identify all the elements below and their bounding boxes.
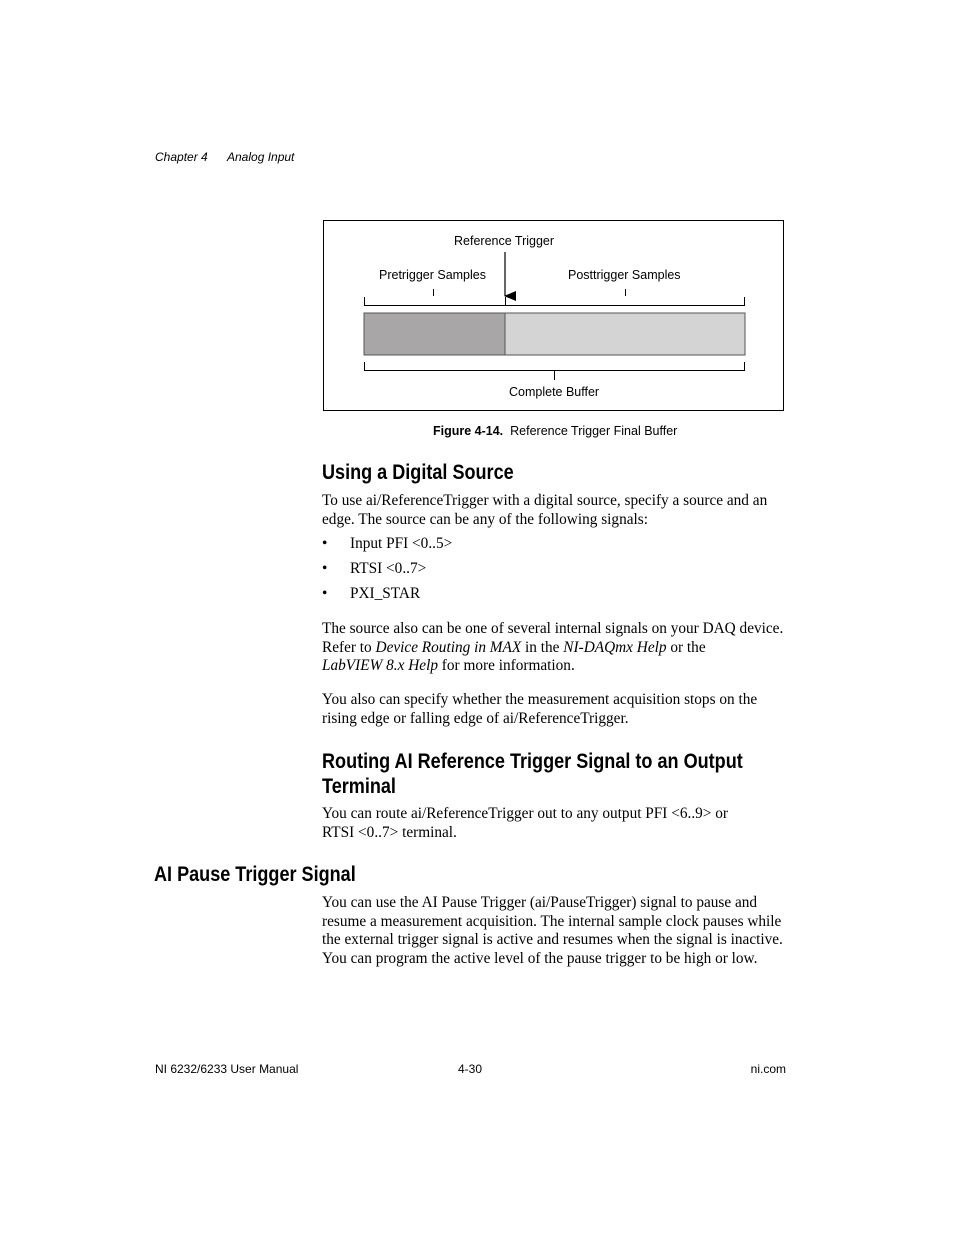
figure-number: Figure 4-14. — [433, 424, 504, 438]
footer-page-number: 4-30 — [458, 1062, 483, 1076]
daqmx-help-reference: NI-DAQmx Help — [563, 638, 667, 656]
reference-trigger-diagram — [323, 220, 784, 411]
posttrigger-buffer-segment — [505, 313, 745, 355]
routing-paragraph — [322, 805, 792, 842]
text-line: You can program the active level of the pause trigger to be high or low. — [322, 949, 758, 967]
reference-trigger-label: Reference Trigger — [454, 234, 555, 248]
heading-routing-reference-trigger — [322, 749, 743, 799]
digital-source-intro — [322, 492, 792, 529]
list-item: • Input PFI <0..5> — [322, 535, 453, 552]
heading-ai-pause-trigger: AI Pause Trigger Signal — [154, 863, 356, 886]
running-header — [155, 150, 294, 164]
text-line — [322, 639, 792, 658]
posttrigger-label: Posttrigger Samples — [568, 268, 681, 282]
text-line: You can use the AI Pause Trigger (ai/PauseTrigger) signal to pause and — [322, 894, 758, 911]
list-item-text: RTSI <0..7> — [350, 560, 427, 577]
text-line: resume a measurement acquisition. The internal sample clock pauses while — [322, 912, 782, 930]
sample-bracket — [365, 289, 745, 306]
text-line: rising edge or falling edge of ai/ReferenceTrigger. — [322, 709, 629, 727]
buffer-diagram-graphic — [324, 221, 785, 412]
edge-paragraph — [322, 691, 792, 728]
list-item: • RTSI <0..7> — [322, 560, 427, 577]
complete-buffer-bracket — [365, 362, 745, 380]
pretrigger-label: Pretrigger Samples — [379, 268, 486, 282]
complete-buffer-label: Complete Buffer — [509, 385, 600, 399]
text-line: the external trigger signal is active and resumes when the signal is inactive. — [322, 931, 783, 949]
footer-manual-title: NI 6232/6233 User Manual — [155, 1062, 299, 1076]
text-line — [322, 657, 792, 676]
labview-help-reference: LabVIEW 8.x Help — [322, 657, 438, 675]
heading-line: Terminal — [322, 775, 396, 798]
device-routing-reference: Device Routing in MAX — [375, 638, 522, 656]
footer-website: ni.com — [750, 1062, 786, 1076]
figure-title: Reference Trigger Final Buffer — [510, 424, 678, 438]
text-line: To use ai/ReferenceTrigger with a digital source, specify a source and an — [322, 492, 768, 509]
heading-using-digital-source: Using a Digital Source — [322, 461, 514, 484]
list-item: • PXI_STAR — [322, 585, 421, 602]
list-item-text: PXI_STAR — [350, 585, 421, 602]
figure-caption — [433, 424, 677, 438]
heading-line: Routing AI Reference Trigger Signal to an Output — [322, 750, 743, 773]
text-line: You also can specify whether the measurement acquisition stops on the — [322, 691, 758, 708]
list-item-text: Input PFI <0..5> — [350, 535, 453, 552]
internal-signals-paragraph — [322, 620, 792, 676]
text-run: Refer to — [322, 638, 376, 656]
pretrigger-buffer-segment — [364, 313, 505, 355]
text-run: or the — [666, 638, 706, 656]
text-line: RTSI <0..7> terminal. — [322, 823, 457, 841]
text-line: You can route ai/ReferenceTrigger out to any output PFI <6..9> or — [322, 805, 728, 822]
text-line: The source also can be one of several internal signals on your DAQ device. — [322, 620, 784, 637]
text-line: edge. The source can be any of the following signals: — [322, 510, 648, 528]
pause-trigger-paragraph — [322, 894, 792, 968]
section-label: Analog Input — [227, 150, 295, 164]
text-run: for more information. — [437, 657, 575, 675]
signal-list — [322, 535, 452, 610]
text-run: in the — [521, 638, 564, 656]
chapter-label: Chapter 4 — [155, 150, 208, 164]
